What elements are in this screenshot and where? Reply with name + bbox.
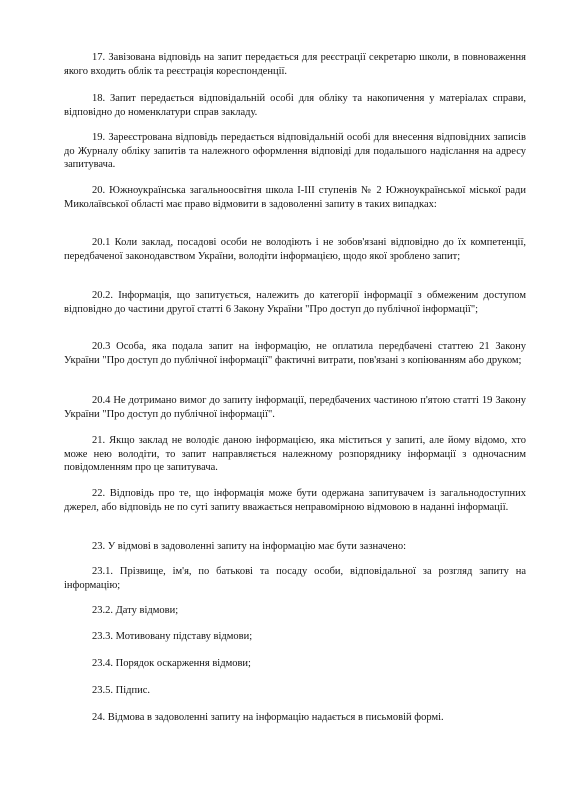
paragraph-22: 22. Відповідь про те, що інформація може бути одержана запитувачем із загальнодоступних джерел, або відповідь не по суті запиту вважається неправомірною відмовою в наданні інформації. (64, 488, 526, 513)
paragraph-21: 21. Якщо заклад не володіє даною інформацією, яка міститься у запиті, але йому відомо, хто може нею володіти, то запит направляється належному розпоряднику інформації з одночасним повідомленням про це запитувача. (64, 435, 526, 474)
paragraph-20: 20. Южноукраїнська загальноосвітня школа І-ІІІ ступенів № 2 Южноукраїнської міської ради Миколаївської області має право відмовити в задоволенні запиту в таких випадках: (64, 185, 526, 210)
paragraph-20-2: 20.2. Інформація, що запитується, належить до категорії інформації з обмеженим доступом відповідно до частини другої статті 6 Закону України "Про доступ до публічної інформації"; (64, 290, 526, 315)
paragraph-23-5: 23.5. Підпис. (92, 685, 150, 696)
paragraph-23-1: 23.1. Прізвище, ім'я, по батькові та посаду особи, відповідальної за розгляд запиту на інформацію; (64, 566, 526, 591)
paragraph-18: 18. Запит передається відповідальній особі для обліку та накопичення у матеріалах справи, відповідно до номенклатури справ закладу. (64, 93, 526, 118)
paragraph-20-1: 20.1 Коли заклад, посадові особи не володіють і не зобов'язані відповідно до їх компетенції, передбаченої законодавством України, володіти інформацією, щодо якої зроблено запит; (64, 237, 526, 262)
paragraph-23: 23. У відмові в задоволенні запиту на інформацію має бути зазначено: (92, 541, 407, 552)
paragraph-23-3: 23.3. Мотивовану підставу відмови; (92, 631, 253, 642)
paragraph-17: 17. Завізована відповідь на запит передається для реєстрації секретарю школи, в повноваження якого входить облік та реєстрація кореспонденції. (64, 52, 526, 77)
paragraph-23-2: 23.2. Дату відмови; (92, 605, 179, 616)
paragraph-20-3: 20.3 Особа, яка подала запит на інформацію, не оплатила передбачені статтею 21 Закону України "Про доступ до публічної інформації" фактичні витрати, пов'язані з копіюванням або друком; (64, 341, 526, 366)
paragraph-24: 24. Відмова в задоволенні запиту на інформацію надається в письмовій формі. (92, 712, 444, 723)
paragraph-23-4: 23.4. Порядок оскарження відмови; (92, 658, 251, 669)
paragraph-20-4: 20.4 Не дотримано вимог до запиту інформації, передбачених частиною п'ятою статті 19 Закону України "Про доступ до публічної інформації". (64, 395, 526, 420)
paragraph-19: 19. Зареєстрована відповідь передається відповідальній особі для внесення відповідних записів до Журналу обліку запитів та належного оформлення відповіді для подальшого надіслання на адресу запитувача. (64, 132, 526, 171)
